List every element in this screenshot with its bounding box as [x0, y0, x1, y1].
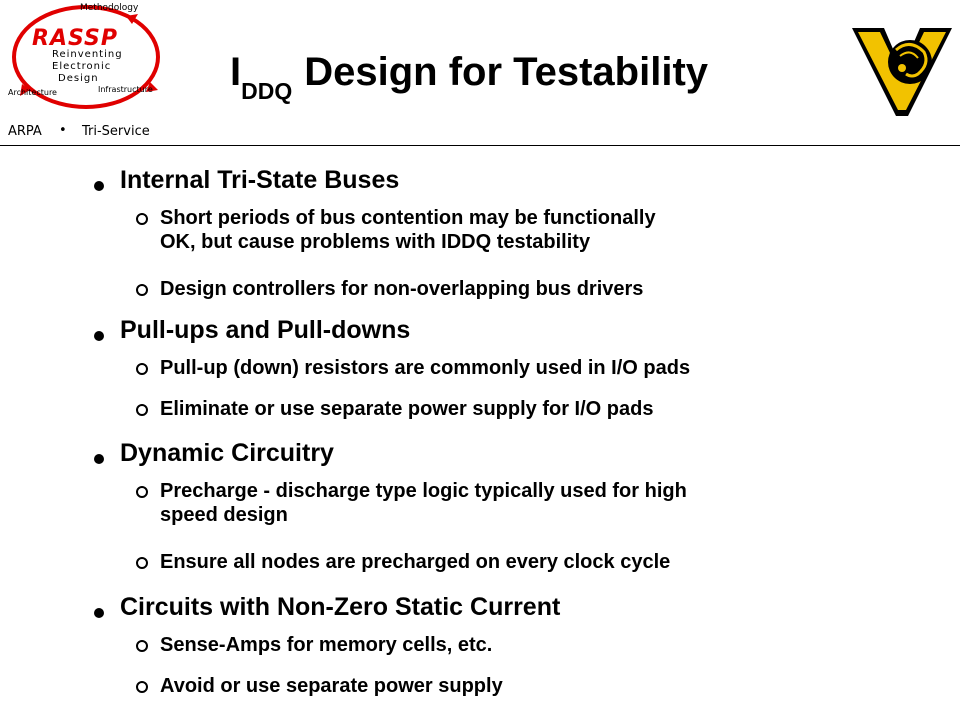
bullet-heading: Pull-ups and Pull-downs — [120, 316, 411, 344]
title-prefix: I — [230, 50, 242, 94]
sub-bullet-marker-icon — [136, 557, 148, 569]
sub-bullet-text: speed design — [160, 504, 288, 526]
logo-reinventing-label: Reinventing — [52, 49, 123, 60]
title-main: Design for Testability — [304, 50, 709, 94]
sub-bullet-text: Precharge - discharge type logic typically used for high — [160, 480, 687, 502]
sub-bullet-marker-icon — [136, 640, 148, 652]
sub-bullet-text: OK, but cause problems with IDDQ testability — [160, 231, 591, 253]
logo-tri-service-label: Tri-Service — [82, 124, 150, 139]
logo-infrastructure-label: Infrastructure — [98, 85, 153, 94]
title-subscript: DDQ — [241, 78, 293, 104]
bullet-marker-icon — [94, 331, 104, 341]
sub-bullet-text: Short periods of bus contention may be functionally — [160, 207, 656, 229]
logo-arpa-label: ARPA — [8, 124, 42, 139]
logo-separator: • — [59, 123, 67, 138]
bullet-heading: Dynamic Circuitry — [120, 439, 334, 467]
sub-bullet-marker-icon — [136, 363, 148, 375]
sub-bullet-marker-icon — [136, 213, 148, 225]
bullet-marker-icon — [94, 454, 104, 464]
bullet-heading: Internal Tri-State Buses — [120, 166, 400, 194]
sub-bullet-text: Sense-Amps for memory cells, etc. — [160, 634, 493, 656]
sub-bullet-text: Design controllers for non-overlapping bus drivers — [160, 278, 644, 300]
rassp-logo — [0, 0, 180, 145]
bullet-heading: Circuits with Non-Zero Static Current — [120, 593, 561, 621]
sub-bullet-marker-icon — [136, 284, 148, 296]
sub-bullet-text: Eliminate or use separate power supply for I/O pads — [160, 398, 654, 420]
logo-methodology-label: Methodology — [80, 3, 139, 13]
slide-title — [230, 50, 709, 104]
logo-rassp-wordmark: RASSP — [32, 26, 118, 51]
v-ram-logo-icon — [852, 28, 952, 118]
sub-bullet-marker-icon — [136, 681, 148, 693]
logo-architecture-label: Architecture — [8, 88, 57, 97]
logo-electronic-label: Electronic — [52, 61, 112, 72]
sub-bullet-marker-icon — [136, 404, 148, 416]
sub-bullet-text: Avoid or use separate power supply — [160, 675, 503, 697]
sub-bullet-marker-icon — [136, 486, 148, 498]
header-divider — [0, 145, 960, 146]
logo-design-label: Design — [58, 73, 99, 84]
bullet-marker-icon — [94, 608, 104, 618]
sub-bullet-text: Pull-up (down) resistors are commonly used in I/O pads — [160, 357, 691, 379]
sub-bullet-text: Ensure all nodes are precharged on every clock cycle — [160, 551, 671, 573]
bullet-marker-icon — [94, 181, 104, 191]
